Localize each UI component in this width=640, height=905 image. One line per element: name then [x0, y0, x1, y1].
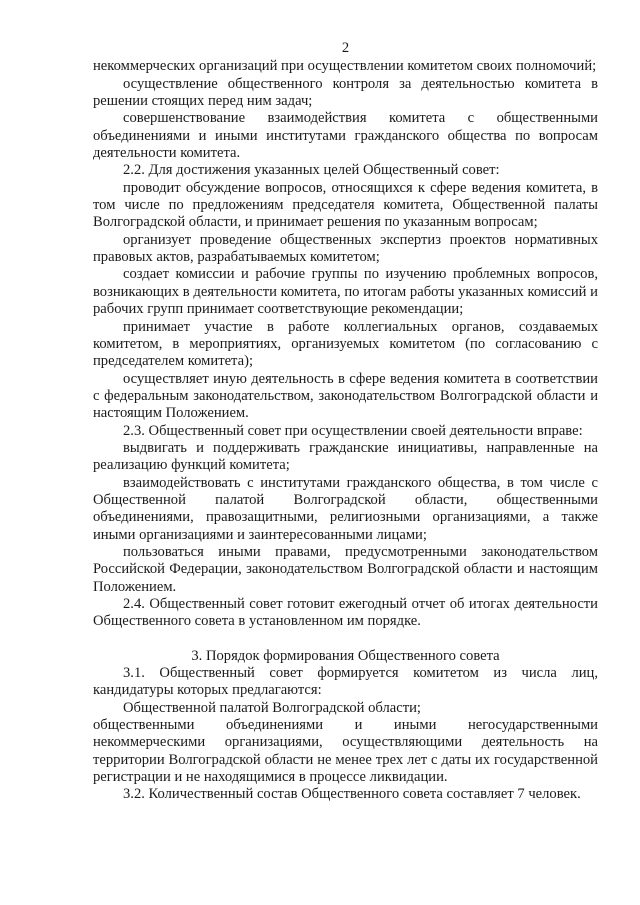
paragraph: осуществляет иную деятельность в сфере ведения комитета в соответствии с федеральным законодательством, законодательством Волгоградской области и настоящим Положением.	[93, 370, 598, 422]
paragraph: 2.4. Общественный совет готовит ежегодный отчет об итогах деятельности Общественного совета в установленном им порядке.	[93, 596, 598, 630]
document-page	[93, 40, 598, 804]
paragraph: принимает участие в работе коллегиальных органов, создаваемых комитетом, в мероприятиях, организуемых комитетом (по согласованию с председателем комитета);	[93, 318, 598, 370]
paragraph: 2.2. Для достижения указанных целей Общественный совет:	[123, 162, 500, 179]
paragraphs-bottom	[93, 665, 598, 804]
paragraph: осуществление общественного контроля за деятельностью комитета в решении стоящих перед ним задач;	[93, 75, 598, 110]
paragraph: 2.3. Общественный совет при осуществлении своей деятельности вправе:	[123, 422, 583, 439]
paragraph: взаимодействовать с институтами гражданского общества, в том числе с Общественной палатой Волгоградской области, общественными объединениями, правозащитными, религиозными организациями, а также иными организациями и заинтересованными лицами;	[93, 474, 598, 543]
paragraph: пользоваться иными правами, предусмотренными законодательством Российской Федерации, законодательством Волгоградской области и настоящим Положением.	[93, 543, 598, 595]
page-number: 2	[341, 40, 350, 56]
paragraph: 3.2. Количественный состав Общественного совета составляет 7 человек.	[123, 786, 581, 803]
paragraph: организует проведение общественных экспертиз проектов нормативных правовых актов, разрабатываемых комитетом;	[93, 231, 598, 266]
paragraph: проводит обсуждение вопросов, относящихся к сфере ведения комитета, в том числе по предложениям председателя комитета, Общественной палаты Волгоградской области, и принимает решения по указанным вопросам;	[93, 179, 598, 231]
paragraph: некоммерческих организаций при осуществлении комитетом своих полномочий;	[93, 58, 597, 75]
paragraph: создает комиссии и рабочие группы по изучению проблемных вопросов, возникающих в деятельности комитета, по итогам работы указанных комиссий и рабочих групп принимает соответствующие рекомендации;	[93, 266, 598, 318]
paragraphs-top	[93, 58, 598, 630]
paragraph: Общественной палатой Волгоградской области;	[123, 699, 421, 716]
paragraph: 3.1. Общественный совет формируется комитетом из числа лиц, кандидатуры которых предлагаются:	[93, 665, 598, 699]
paragraph: выдвигать и поддерживать гражданские инициативы, направленные на реализацию функций комитета;	[93, 439, 598, 474]
paragraph: совершенствование взаимодействия комитета с общественными объединениями и иными институтами гражданского общества по вопросам деятельности комитета.	[93, 110, 598, 162]
section-heading: 3. Порядок формирования Общественного совета	[191, 647, 500, 664]
paragraph: общественными объединениями и иными негосударственными некоммерческими организациями, осуществляющими деятельность на территории Волгоградской области не менее трех лет с даты их государственной регистрации и не находящимися в процессе ликвидации.	[93, 717, 598, 786]
